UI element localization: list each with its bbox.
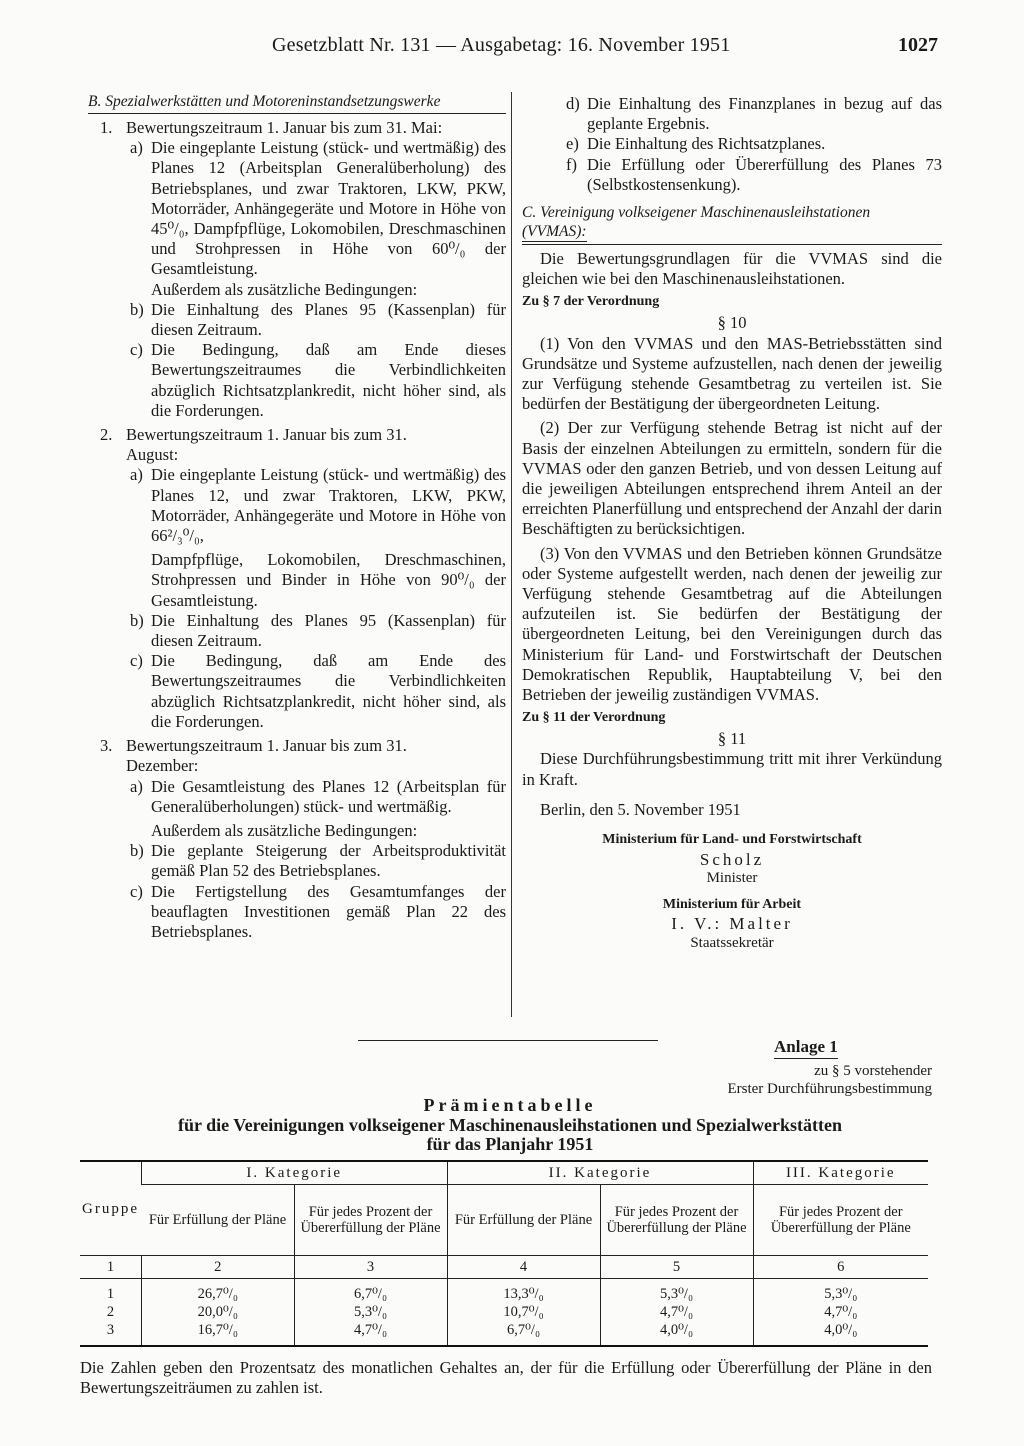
sub-item [130,138,506,279]
zu-paragraph-11-heading: Zu § 11 der Verordnung [522,710,666,726]
paragraph-11-text: Diese Durchführungsbestimmung tritt mit ihrer Verkündung in Kraft. [522,749,942,789]
column-header-uebererfuellung: Für jedes Prozent der Übererfüllung der Pläne [294,1185,447,1256]
sub-item [130,651,506,732]
sub-letter: e) [566,134,579,154]
section-b-heading: B. Spezialwerkstätten und Motoreninstandsetzungswerke [88,92,506,114]
item-text: Bewertungszeitraum 1. Januar bis zum 31. Dezember: [126,736,407,776]
signatory-2: I. V.: Malter [671,914,793,934]
numbered-item-3 [88,736,506,776]
table-title-line-2: für die Vereinigungen volkseigener Maschinenausleihstationen und Spezialwerkstätten [177,1114,843,1135]
sub-item [130,882,506,943]
table-footnote: Die Zahlen geben den Prozentsatz des monatlichen Gehaltes an, der für die Erfüllung oder Übererfüllung der Pläne in den Bewertungszeiträumen zu zahlen ist. [80,1358,932,1397]
table-row [80,1303,928,1321]
sub-text: Die eingeplante Leistung (stück- und wertmäßig) des Planes 12 (Arbeitsplan Generalüberholung) des Betriebsplanes, und zwar Traktoren, LKW, PKW, Motorräder, Anhängegeräte und Motore in Höhe von 45⁰/₀, Dampfpflüge, Lokomobilen, Dreschmaschinen und Strohpressen in Höhe von 60⁰/₀ der Gesamtleistung. [151,138,506,279]
table-cell: 4,7⁰/₀ [753,1303,928,1321]
anlage-title: Anlage 1 [774,1036,838,1059]
sub-text: Die Einhaltung des Planes 95 (Kassenplan) für diesen Zeitraum. [151,299,506,340]
section-c-text: Die Bewertungsgrundlagen für die VVMAS sind die gleichen wie bei den Maschinenausleihstationen. [522,249,942,289]
item-text: Bewertungszeitraum 1. Januar bis zum 31. Mai: [126,118,443,137]
table-title-line-3: für das Planjahr 1951 [426,1134,594,1154]
sub-item [130,300,506,340]
sub-text: Die Bedingung, daß am Ende des Bewertungszeitraumes die Verbindlichkeiten abzüglich Richtsatzplankredit, nicht höher sind, als die Forderungen. [151,651,506,731]
sub-text: Die geplante Steigerung der Arbeitsproduktivität gemäß Plan 52 des Betriebsplanes. [151,841,506,881]
sub-letter [130,550,151,611]
column-number: 6 [753,1256,928,1279]
column-divider [511,92,512,1017]
signatory-2-role: Staatssekretär [690,934,774,951]
sub-text: Dampfpflüge, Lokomobilen, Dreschmaschinen, Strohpressen und Binder in Höhe von 90⁰/₀ der Gesamtleistung. [151,550,506,610]
sub-item [566,94,942,134]
column-header-erfuellung: Für Erfüllung der Pläne [148,1212,287,1228]
page-header [0,34,1024,62]
sub-letter [130,280,151,300]
sub-item [130,777,506,817]
table-row [80,1279,928,1304]
table-row [80,1321,928,1346]
table-cell: 6,7⁰/₀ [447,1321,600,1346]
numbered-item-1 [88,118,506,138]
kategorie-2-header: II. Kategorie [447,1161,753,1185]
zu-paragraph-7-heading: Zu § 7 der Verordnung [522,294,660,310]
table-cell: 5,3⁰/₀ [600,1279,753,1304]
sub-letter [130,821,151,841]
anlage-line-2: Erster Durchführungsbestimmung [727,1081,932,1097]
item-number: 2. [100,425,113,445]
column-header-erfuellung: Für Erfüllung der Pläne [447,1185,600,1256]
table-cell: 3 [80,1321,142,1346]
header-title: Gesetzblatt Nr. 131 — Ausgabetag: 16. November 1951 [272,34,731,56]
item-number: 3. [100,736,113,756]
column-header-uebererfuellung: Für jedes Prozent der Übererfüllung der Pläne [753,1185,928,1256]
sub-text: Die eingeplante Leistung (stück- und wertmäßig) des Planes 12, und zwar Traktoren, LKW, PKW, Motorräder, Anhängegeräte und Motore in Höhe von 66²/₃⁰/₀, [151,465,506,546]
section-c-heading-line1: C. Vereinigung volkseigener Maschinenausleihstationen [522,204,871,222]
signatory-1: Scholz [699,849,765,869]
table-cell: 2 [106,1304,115,1320]
paragraph-10-2: (2) Der zur Verfügung stehende Betrag ist nicht auf der Basis der einzelnen Abteilungen zu ermitteln, sondern für die VVMAS oder den ganzen Betrieb, und von dessen Leitung auf die jeweiligen Abteilungen entsprechend ihrem Anteil an der erreichten Planerfüllung und entsprechend der Anzahl der darin Beschäftigten zu berücksichtigen. [522,418,942,539]
item-number: 1. [100,118,113,137]
table-cell: 4,7⁰/₀ [600,1303,753,1321]
column-number: 3 [294,1256,447,1279]
table-cell: 6,7⁰/₀ [294,1279,447,1304]
ministry-2: Ministerium für Arbeit [662,896,802,912]
sub-item [566,155,942,195]
right-column [522,94,942,953]
column-number: 4 [447,1256,600,1279]
sub-text: Die Einhaltung des Planes 95 (Kassenplan) für diesen Zeitraum. [151,610,506,651]
page-number: 1027 [898,34,938,56]
column-header-gruppe: Gruppe [80,1161,142,1256]
paragraph-10-sign: § 10 [717,313,747,333]
kategorie-1-header: I. Kategorie [142,1161,448,1185]
table-cell: 4,0⁰/₀ [753,1321,928,1346]
table-cell: 10,7⁰/₀ [447,1303,600,1321]
table-cell: 26,7⁰/₀ [142,1279,295,1304]
paragraph-10-1: (1) Von den VVMAS und den MAS-Betriebsstätten sind Grundsätze und Systeme aufzustellen, nach denen der jeweilig zur Verfügung stehende Gesamtbetrag zu verteilen ist. Sie bedürfen der Bestätigung der übergeordneten Leitung. [522,333,942,414]
table-cell: 13,3⁰/₀ [447,1279,600,1304]
left-column [88,92,506,942]
table-cell: 5,3⁰/₀ [753,1279,928,1304]
sub-letter: b) [130,841,144,861]
sub-text: Die Gesamtleistung des Planes 12 (Arbeitsplan für Generalüberholungen) stück- und wertmäßig. [151,776,506,816]
sub-letter: b) [130,299,144,319]
anlage-subtitle [660,1062,932,1098]
sub-letter: b) [130,610,144,630]
table-cell: 16,7⁰/₀ [142,1321,295,1346]
table-cell: 4,7⁰/₀ [294,1321,447,1346]
section-c-heading [522,203,942,245]
anlage-line-1: zu § 5 vorstehender [814,1063,932,1079]
sub-letter: a) [130,138,143,158]
table-title [80,1096,940,1155]
sub-item [130,841,506,881]
sub-item [130,611,506,651]
sub-letter: c) [130,340,143,360]
paragraph-10-3: (3) Von den VVMAS und den Betrieben können Grundsätze oder Systeme aufgestellt werden, nach denen der jeweilig zur Verfügung stehende Gesamtbetrag auf die Abteilungen aufzuteilen ist. Sie bedürfen der Bestätigung der übergeordneten Leitung, bei den Vereinigungen durch das Ministerium für Land- und Forstwirtschaft der Deutschen Demokratischen Republik, Hauptabteilung V, bei den Betrieben der jeweilig zuständigen VVMAS. [522,543,942,705]
sub-item [566,134,942,154]
sub-item [130,821,506,841]
column-number: 2 [142,1256,295,1279]
sub-text: Die Bedingung, daß am Ende dieses Bewertungszeitraumes die Verbindlichkeiten abzüglich Richtsatzplankredit, nicht höher sind, als die Forderungen. [151,340,506,420]
table-cell: 1 [106,1286,115,1302]
sub-letter: f) [566,154,577,174]
paragraph-11-sign: § 11 [717,729,747,749]
sub-text: Die Einhaltung des Richtsatzplanes. [587,134,826,154]
sub-letter: c) [130,881,143,901]
ministry-1: Ministerium für Land- und Forstwirtschaft [602,832,862,848]
table-cell: 4,0⁰/₀ [600,1321,753,1346]
table-cell: 20,0⁰/₀ [142,1303,295,1321]
sub-text: Die Einhaltung des Finanzplanes in bezug auf das geplante Ergebnis. [587,94,942,134]
signatory-1-role: Minister [706,870,758,887]
column-header-uebererfuellung: Für jedes Prozent der Übererfüllung der Pläne [600,1185,753,1256]
section-c-heading-line2: (VVMAS): [522,223,587,241]
column-number: 1 [80,1256,142,1279]
item-text: Bewertungszeitraum 1. Januar bis zum 31. August: [126,425,407,465]
sub-letter: a) [130,776,143,796]
sub-text: Die Fertigstellung des Gesamtumfanges der beauflagten Investitionen gemäß Plan 22 des Betriebsplanes. [151,881,506,941]
praemien-table [80,1160,928,1347]
sub-item [130,340,506,421]
place-date: Berlin, den 5. November 1951 [540,799,741,819]
sub-letter: a) [130,465,143,485]
table-title-line-1: Prämientabelle [423,1095,597,1115]
sub-text: Außerdem als zusätzliche Bedingungen: [151,820,418,840]
sub-text: Die Erfüllung oder Übererfüllung des Planes 73 (Selbstkostensenkung). [587,154,942,194]
numbered-item-2 [88,425,506,465]
table-cell: 5,3⁰/₀ [294,1303,447,1321]
sub-letter: d) [566,94,580,113]
signature-block [522,830,942,953]
sub-item [130,465,506,546]
sub-letter: c) [130,651,143,671]
sub-text: Außerdem als zusätzliche Bedingungen: [151,279,418,299]
sub-item [130,550,506,611]
column-number: 5 [600,1256,753,1279]
separator-rule [358,1040,658,1041]
sub-item [130,280,506,300]
kategorie-3-header: III. Kategorie [753,1161,928,1185]
